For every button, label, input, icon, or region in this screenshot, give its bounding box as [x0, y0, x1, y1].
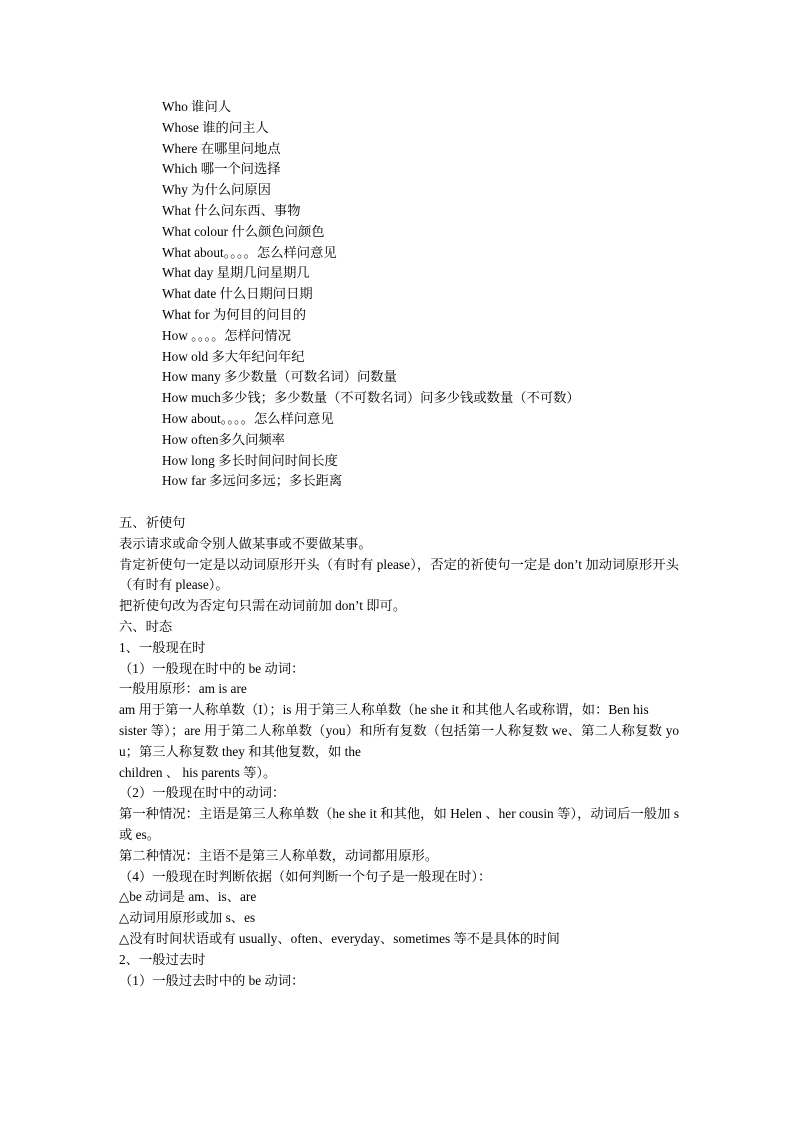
list-item: Where 在哪里问地点	[162, 140, 281, 156]
paragraph: 一般用原形：am is are	[119, 681, 247, 697]
list-item: What colour 什么颜色问颜色	[162, 223, 325, 239]
paragraph: 第二种情况：主语不是第三人称单数，动词都用原形。	[119, 847, 439, 863]
list-item: How old 多大年纪问年纪	[162, 348, 305, 364]
list-item: Why 为什么问原因	[162, 182, 271, 198]
list-item: What 什么问东西、事物	[162, 202, 301, 218]
paragraph: 第一种情况：主语是第三人称单数（he she it 和其他，如 Helen 、her cousin 等），动词后一般加 s 或 es。	[119, 806, 679, 842]
paragraph: 表示请求或命令别人做某事或不要做某事。	[119, 535, 372, 551]
list-item: Which 哪一个问选择	[162, 161, 281, 177]
paragraph: 把祈使句改为否定句只需在动词前加 don’t 即可。	[119, 598, 407, 614]
paragraph: children 、 his parents 等）。	[119, 764, 277, 780]
list-item: What for 为何目的问目的	[162, 306, 307, 322]
paragraph: （1）一般现在时中的 be 动词：	[119, 660, 305, 676]
paragraph: △be 动词是 am、is、are	[119, 889, 257, 905]
document-body	[119, 513, 679, 991]
list-item: How about。。。。怎么样问意见	[162, 410, 334, 426]
list-item: How often多久问频率	[162, 431, 285, 447]
paragraph: 肯定祈使句一定是以动词原形开头（有时有 please），否定的祈使句一定是 don’t 加动词原形开头（有时有 please）。	[119, 556, 679, 593]
paragraph: （2）一般现在时中的动词：	[119, 785, 286, 801]
list-item: How many 多少数量（可数名词）问数量	[162, 369, 397, 385]
list-item: How much多少钱；多少数量（不可数名词）问多少钱或数量（不可数）	[162, 390, 580, 406]
question-word-list	[162, 97, 722, 492]
paragraph: （4）一般现在时判断依据（如何判断一个句子是一般现在时）：	[119, 868, 492, 884]
paragraph: （1）一般过去时中的 be 动词：	[119, 972, 305, 988]
list-item: What date 什么日期问日期	[162, 286, 313, 302]
paragraph: sister 等）；are 用于第二人称单数（you）和所有复数（包括第一人称复数 we、第二人称复数 you；第三人称复数 they 和其他复数，如 the	[119, 722, 679, 759]
section-heading-imperative: 五、祈使句	[119, 515, 186, 530]
section-heading-tenses: 六、时态	[119, 618, 173, 634]
paragraph: △动词用原形或加 s、es	[119, 910, 256, 926]
list-item: Who 谁问人	[162, 99, 232, 114]
paragraph: △没有时间状语或有 usually、often、everyday、sometimes 等不是具体的时间	[119, 930, 560, 946]
list-item: How long 多长时间问时间长度	[162, 452, 338, 468]
list-item: How far 多远问多远；多长距离	[162, 473, 343, 489]
list-item: How 。。。。怎样问情况	[162, 327, 291, 343]
list-item: What day 星期几问星期几	[162, 265, 310, 281]
subheading-simple-past: 2、一般过去时	[119, 951, 206, 967]
paragraph: am 用于第一人称单数（I）；is 用于第三人称单数（he she it 和其他人名或称谓，如：Ben his	[119, 702, 649, 718]
subheading-simple-present: 1、一般现在时	[119, 639, 206, 655]
list-item: What about。。。。怎么样问意见	[162, 244, 337, 260]
list-item: Whose 谁的问主人	[162, 119, 269, 135]
